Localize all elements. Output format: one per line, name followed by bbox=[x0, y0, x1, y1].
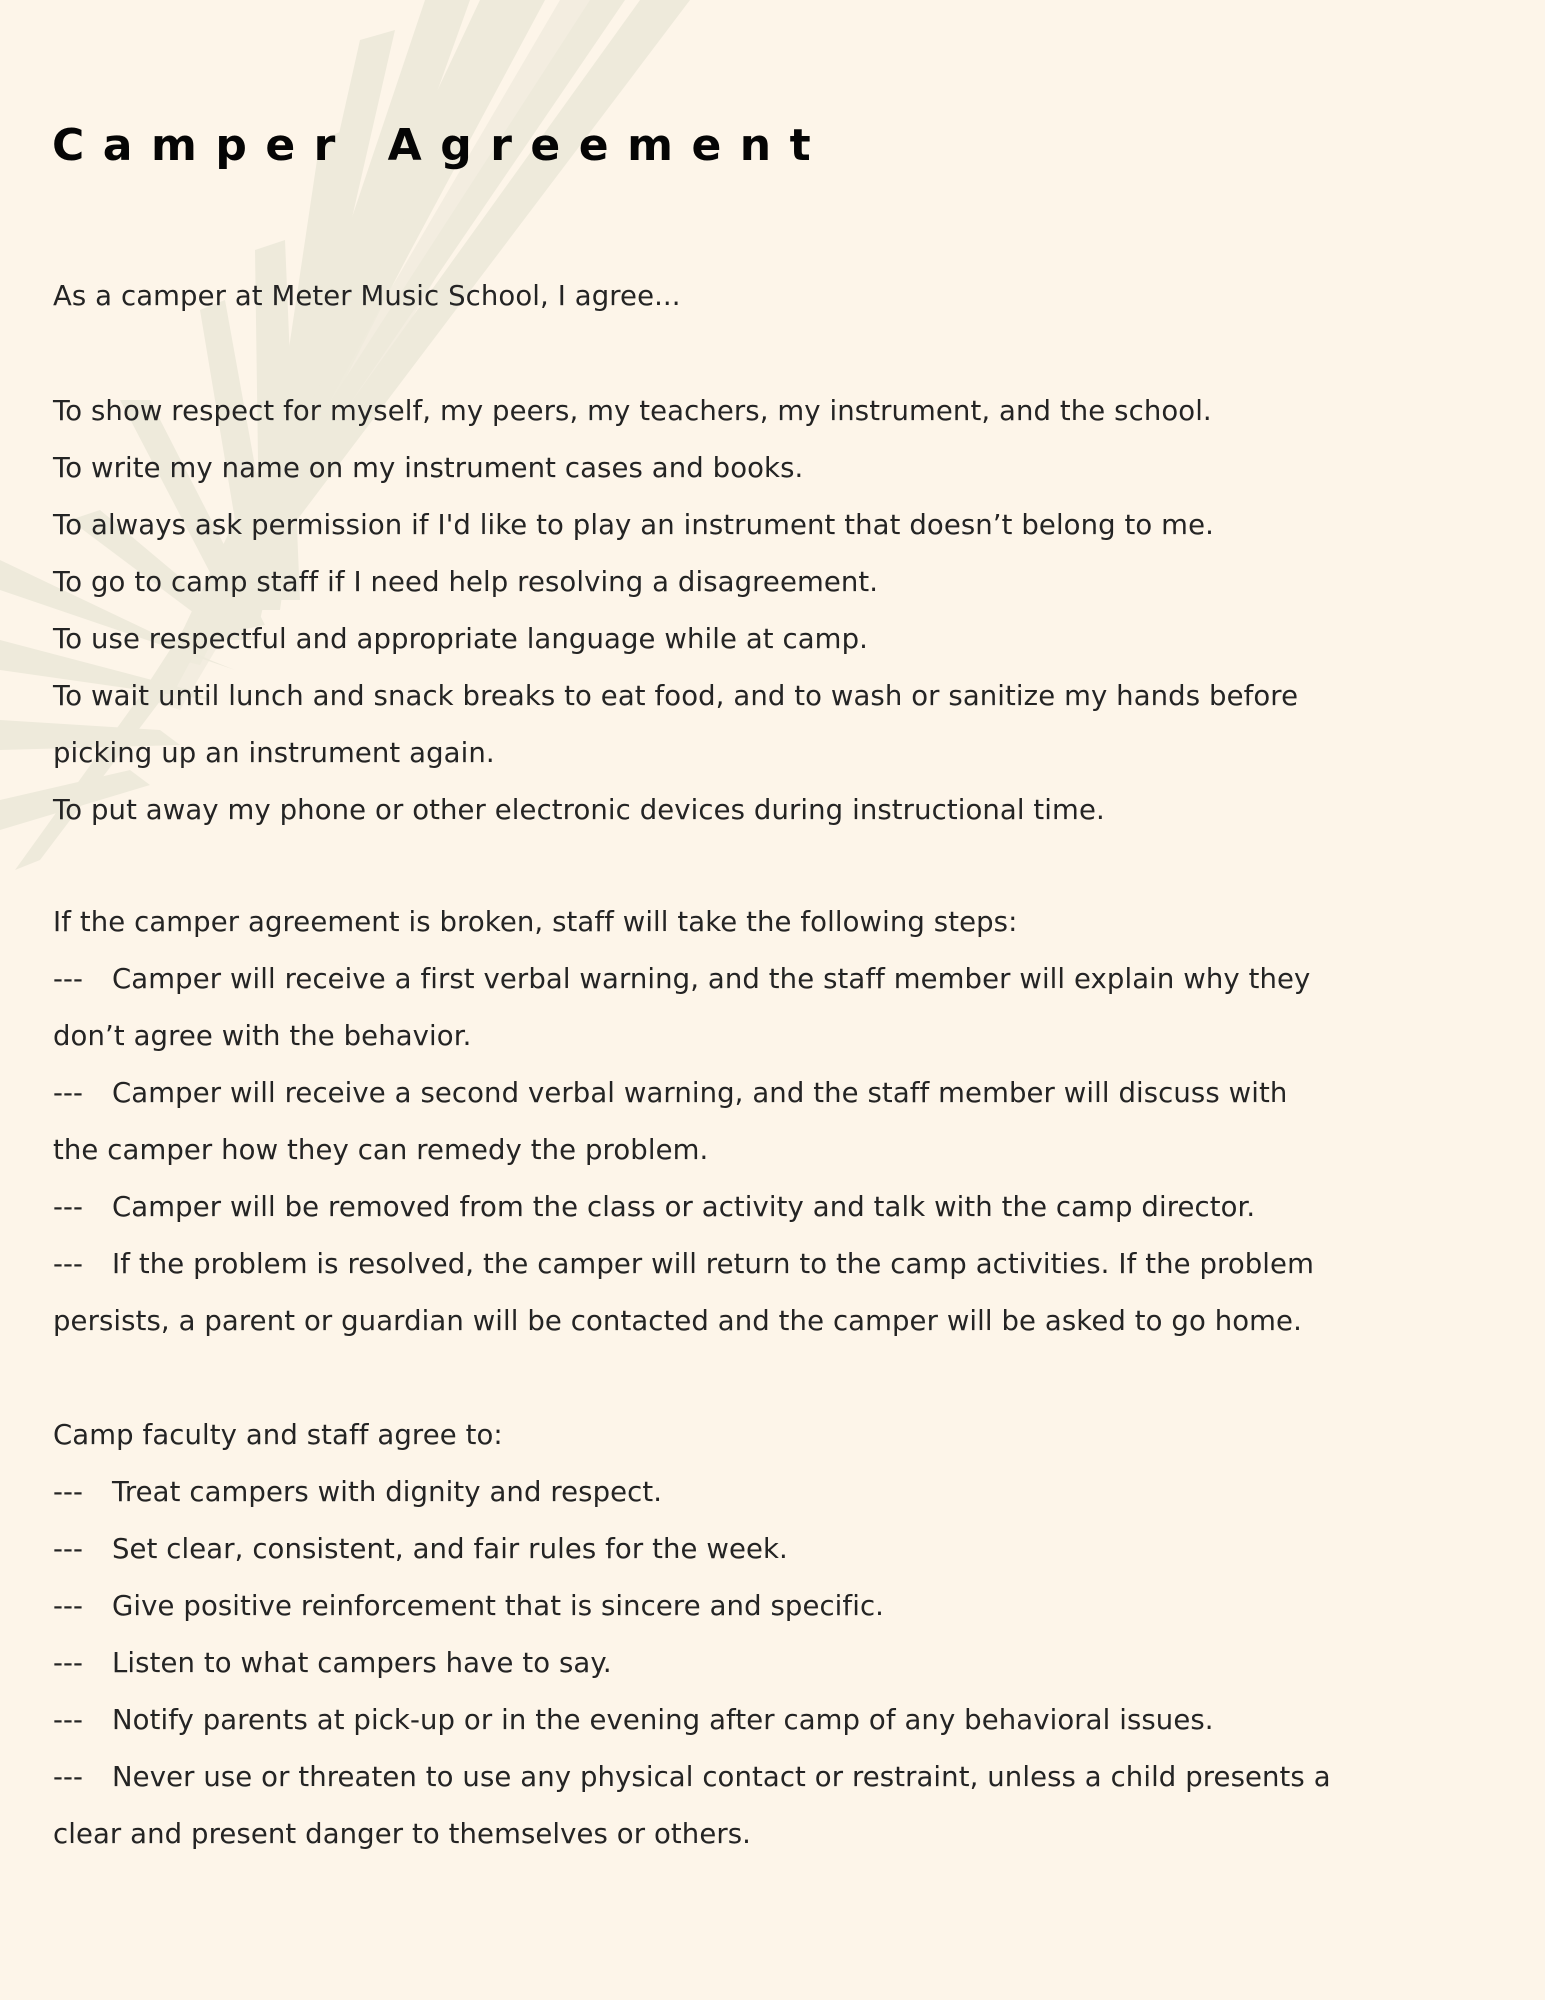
intro-text: As a camper at Meter Music School, I agree... bbox=[53, 280, 681, 312]
list-item-continuation: clear and present danger to themselves or others. bbox=[53, 1818, 752, 1850]
dash-bullet: --- bbox=[53, 1761, 84, 1793]
list-item: To show respect for myself, my peers, my teachers, my instrument, and the school. bbox=[53, 395, 1212, 427]
dash-bullet: --- bbox=[53, 1248, 84, 1280]
dash-bullet: --- bbox=[53, 963, 84, 995]
list-item: To use respectful and appropriate language while at camp. bbox=[53, 623, 868, 655]
list-item-text: Notify parents at pick-up or in the evening after camp of any behavioral issues. bbox=[112, 1704, 1214, 1736]
list-item bbox=[53, 1757, 1331, 1797]
list-item-text: Listen to what campers have to say. bbox=[112, 1647, 612, 1679]
list-item bbox=[53, 1244, 1314, 1284]
list-item bbox=[53, 1187, 1255, 1227]
list-item-continuation: persists, a parent or guardian will be contacted and the camper will be asked to go home. bbox=[53, 1305, 1302, 1337]
dash-bullet: --- bbox=[53, 1533, 84, 1565]
list-item: To put away my phone or other electronic devices during instructional time. bbox=[53, 794, 1105, 826]
list-item-text: Give positive reinforcement that is sincere and specific. bbox=[112, 1590, 885, 1622]
list-item-text: Camper will receive a second verbal warning, and the staff member will discuss with bbox=[112, 1077, 1288, 1109]
list-item bbox=[53, 1643, 612, 1683]
page-title: Camper Agreement bbox=[52, 120, 830, 171]
section-heading: If the camper agreement is broken, staff will take the following steps: bbox=[53, 906, 1018, 938]
dash-bullet: --- bbox=[53, 1476, 84, 1508]
list-item: To always ask permission if I'd like to play an instrument that doesn’t belong to me. bbox=[53, 509, 1214, 541]
list-item bbox=[53, 1586, 884, 1626]
list-item bbox=[53, 1529, 788, 1569]
dash-bullet: --- bbox=[53, 1590, 84, 1622]
list-item-continuation: picking up an instrument again. bbox=[53, 737, 495, 769]
list-item bbox=[53, 1073, 1287, 1113]
list-item-continuation: the camper how they can remedy the problem. bbox=[53, 1134, 709, 1166]
list-item-text: If the problem is resolved, the camper will return to the camp activities. If the problem bbox=[112, 1248, 1314, 1280]
list-item: To go to camp staff if I need help resolving a disagreement. bbox=[53, 566, 879, 598]
list-item: To wait until lunch and snack breaks to eat food, and to wash or sanitize my hands before bbox=[53, 680, 1299, 712]
list-item bbox=[53, 1472, 662, 1512]
list-item: To write my name on my instrument cases and books. bbox=[53, 452, 804, 484]
list-item-text: Camper will be removed from the class or activity and talk with the camp director. bbox=[112, 1191, 1256, 1223]
list-item-text: Never use or threaten to use any physical contact or restraint, unless a child presents a bbox=[112, 1761, 1331, 1793]
list-item-text: Treat campers with dignity and respect. bbox=[112, 1476, 663, 1508]
dash-bullet: --- bbox=[53, 1191, 84, 1223]
list-item-continuation: don’t agree with the behavior. bbox=[53, 1020, 472, 1052]
dash-bullet: --- bbox=[53, 1077, 84, 1109]
dash-bullet: --- bbox=[53, 1647, 84, 1679]
list-item bbox=[53, 1700, 1214, 1740]
dash-bullet: --- bbox=[53, 1704, 84, 1736]
section-heading: Camp faculty and staff agree to: bbox=[53, 1419, 503, 1451]
list-item-text: Set clear, consistent, and fair rules for the week. bbox=[112, 1533, 788, 1565]
list-item-text: Camper will receive a first verbal warning, and the staff member will explain why they bbox=[112, 963, 1311, 995]
list-item bbox=[53, 959, 1310, 999]
